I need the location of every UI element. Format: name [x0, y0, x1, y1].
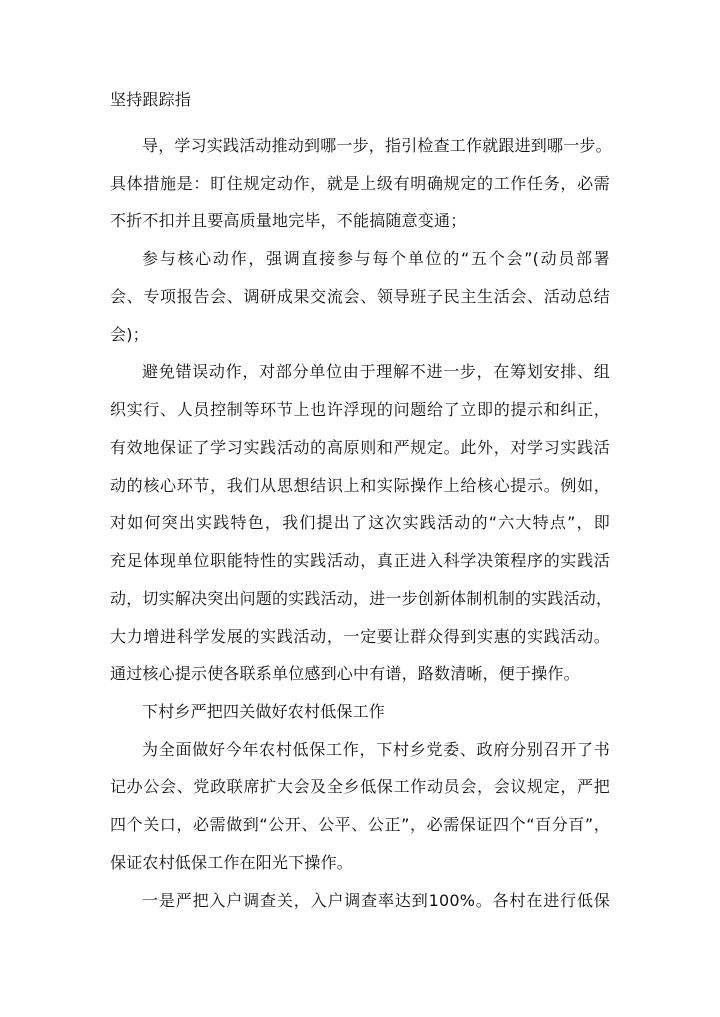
text-line: 导，学习实践活动推动到哪一步，指引检查工作就跟进到哪一步。 [142, 136, 612, 155]
text-line: 四个关口，必需做到“公开、公平、公正”，必需保证四个“百分百”， [110, 815, 610, 834]
text-line: 避免错误动作，对部分单位由于理解不进一步，在筹划安排、组 [142, 362, 610, 381]
text-line: 大力增进科学发展的实践活动，一定要让群众得到实惠的实践活动。 [110, 627, 610, 646]
text-line: 坚持跟踪指 [110, 90, 192, 109]
text-line: 会)； [110, 325, 149, 344]
text-line: 具体措施是：盯住规定动作，就是上级有明确规定的工作任务，必需 [110, 174, 610, 193]
text-line: 织实行、人员控制等环节上也许浮现的问题给了立即的提示和纠正， [110, 400, 610, 419]
text-line: 动的核心环节，我们从思想结识上和实际操作上给核心提示。例如， [110, 476, 610, 495]
section-heading: 下村乡严把四关做好农村低保工作 [142, 702, 386, 721]
text-line: 有效地保证了学习实践活动的高原则和严规定。此外，对学习实践活 [110, 438, 610, 457]
text-line: 记办公会、党政联席扩大会及全乡低保工作动员会，会议规定，严把 [110, 777, 610, 796]
text-line: 不折不扣并且要高质量地完毕，不能搞随意变通； [110, 211, 467, 230]
text-line: 一是严把入户调查关，入户调查率达到100%。各村在进行低保 [142, 891, 610, 910]
text-line: 参与核心动作，强调直接参与每个单位的“五个会”(动员部署 [142, 249, 610, 268]
text-line: 会、专项报告会、调研成果交流会、领导班子民主生活会、活动总结 [110, 287, 610, 306]
text-line: 为全面做好今年农村低保工作，下村乡党委、政府分别召开了书 [142, 740, 610, 759]
text-line: 保证农村低保工作在阳光下操作。 [110, 853, 354, 872]
text-line: 对如何突出实践特色，我们提出了这次实践活动的“六大特点”，即 [110, 513, 610, 532]
text-line: 充足体现单位职能特性的实践活动，真正进入科学决策程序的实践活 [110, 551, 610, 570]
text-line: 通过核心提示使各联系单位感到心中有谱，路数清晰，便于操作。 [110, 664, 580, 683]
text-line: 动，切实解决突出问题的实践活动，进一步创新体制机制的实践活动， [110, 589, 613, 608]
